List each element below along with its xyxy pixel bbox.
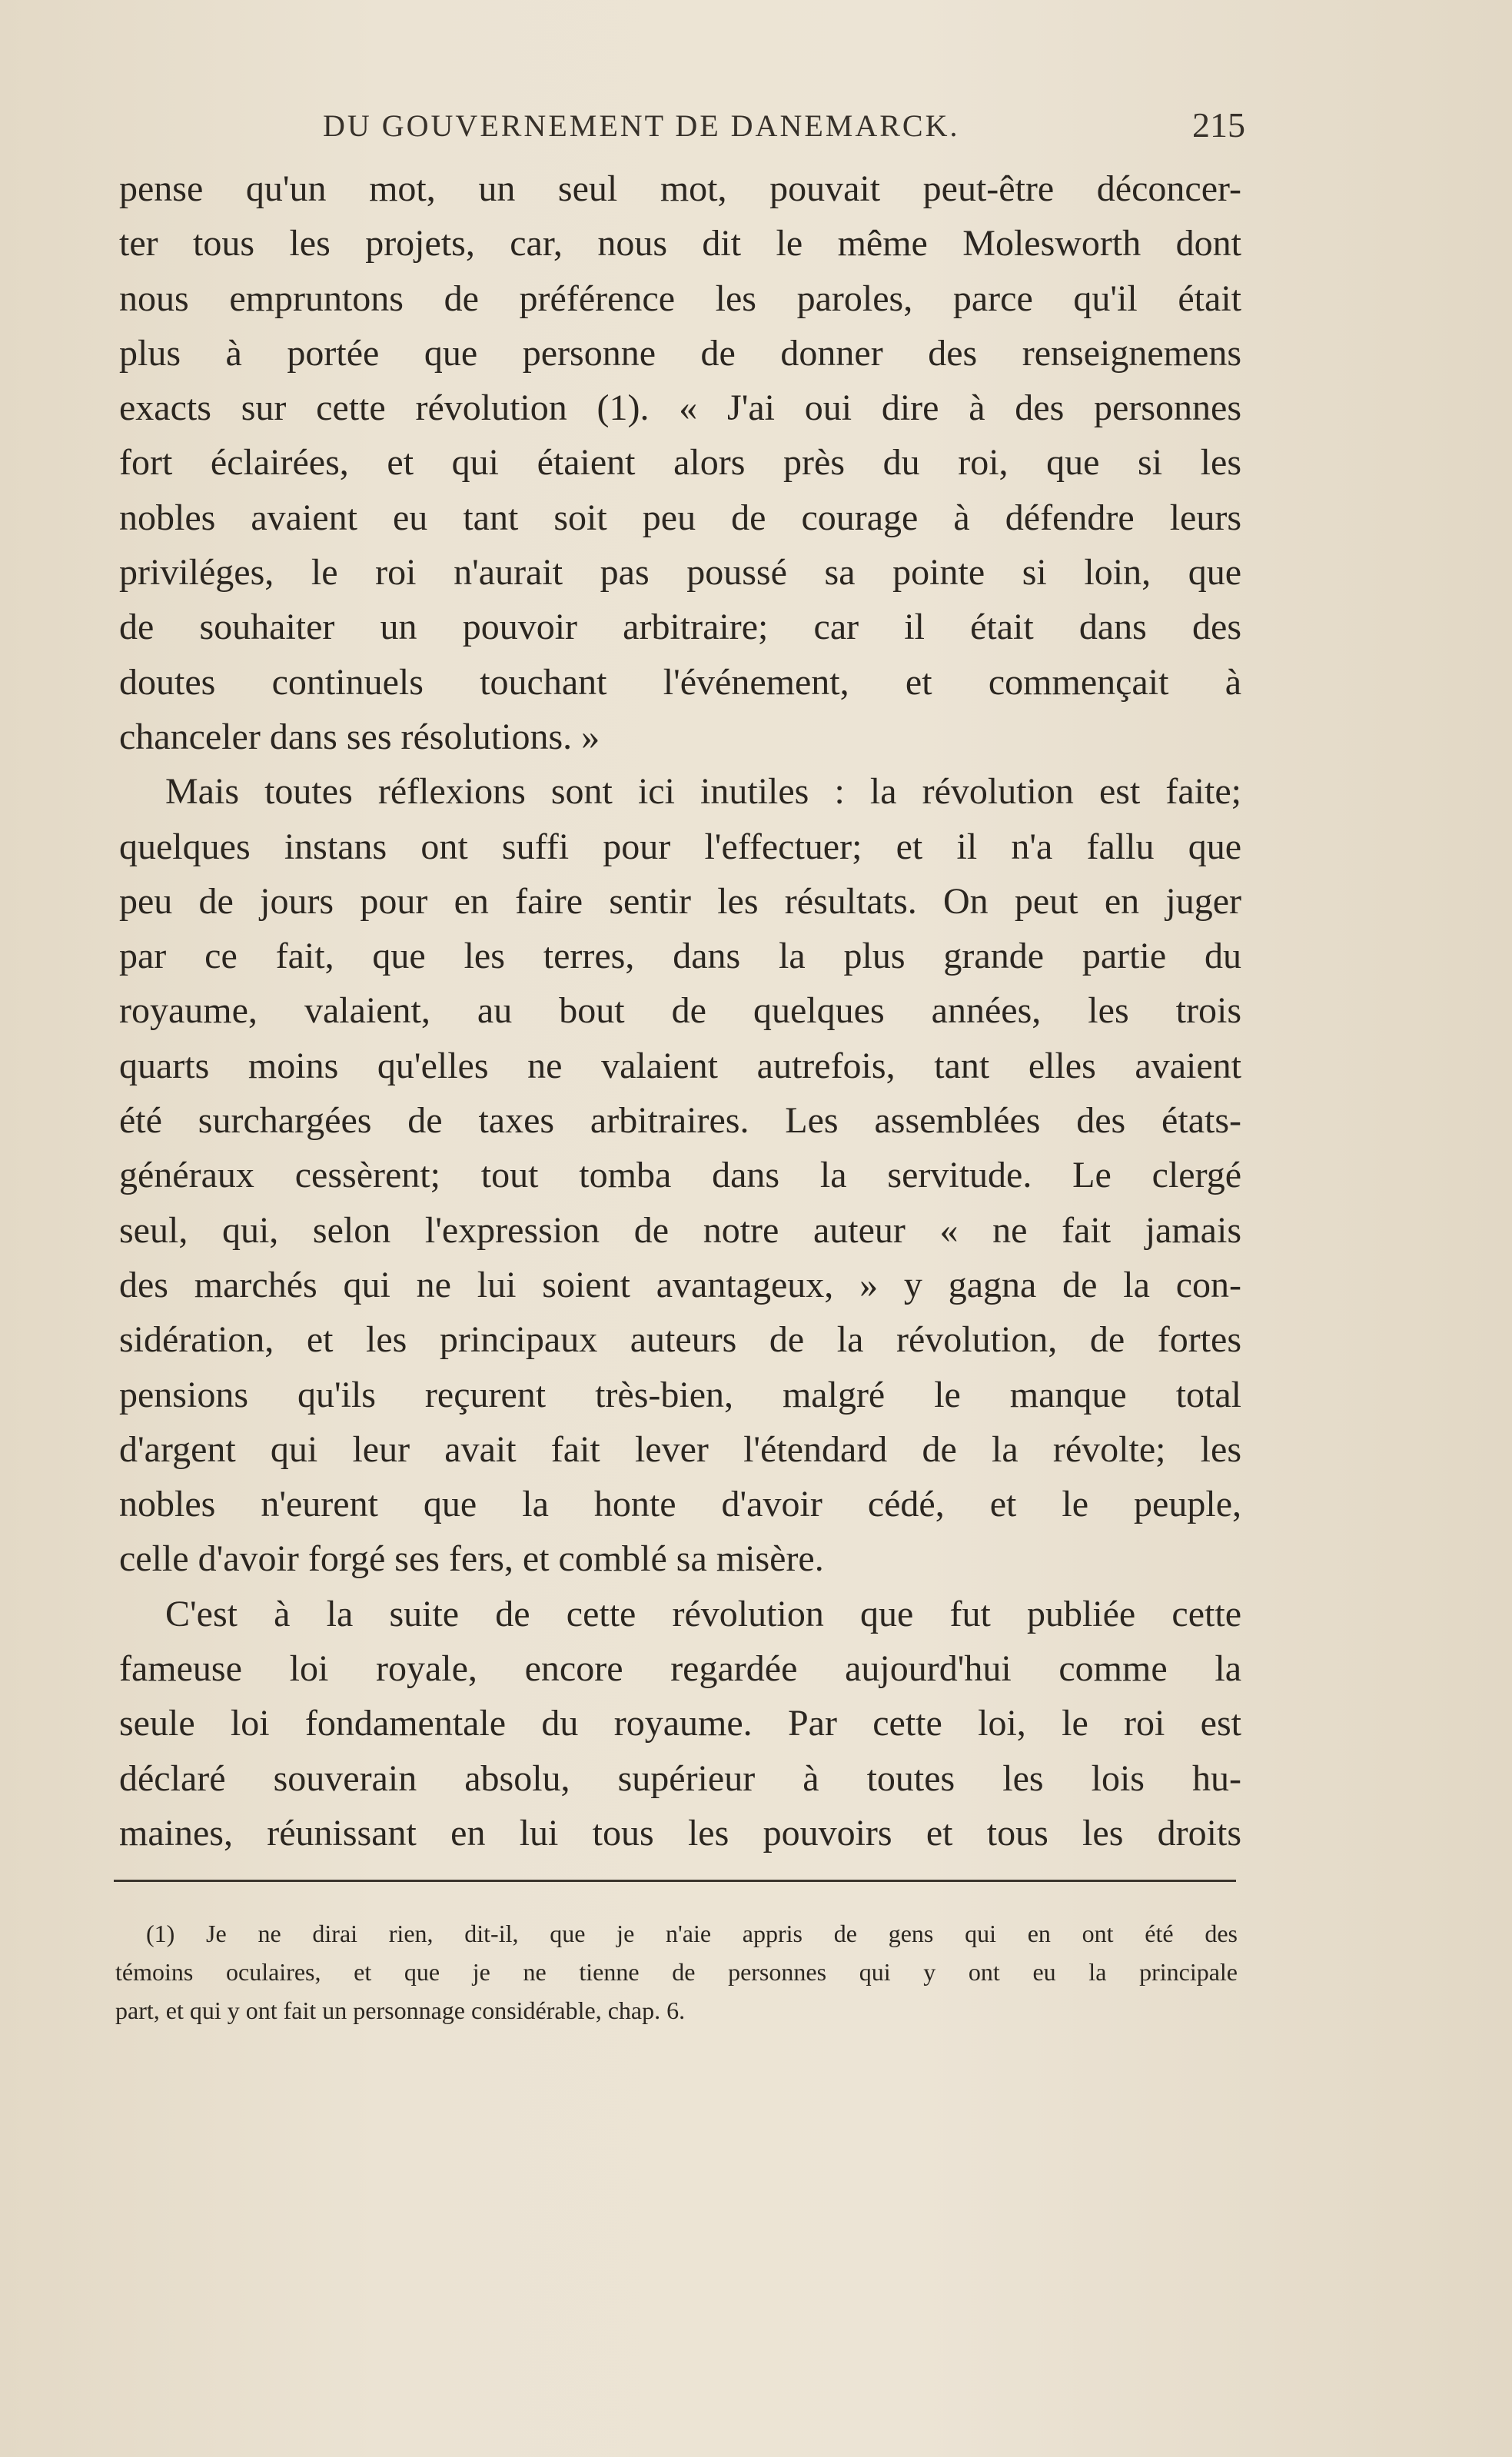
footnote (115, 1914, 1238, 2030)
text-line: pensions qu'ils reçurent très-bien, malgré le manque total (119, 1374, 1241, 1415)
text-line: d'argent qui leur avait fait lever l'étendard de la révolte; les (119, 1428, 1241, 1470)
text-line: de souhaiter un pouvoir arbitraire; car il était dans des (119, 607, 1241, 648)
running-head: DU GOUVERNEMENT DE DANEMARCK. (323, 108, 960, 143)
text-line: déclaré souverain absolu, supérieur à toutes les lois hu- (119, 1757, 1241, 1799)
text-line: seul, qui, selon l'expression de notre auteur « ne fait jamais (119, 1209, 1241, 1251)
text-line: nobles n'eurent que la honte d'avoir cédé, et le peuple, (119, 1484, 1241, 1525)
text-line: celle d'avoir forgé ses fers, et comblé sa misère. (119, 1538, 824, 1580)
page-header (115, 105, 1268, 154)
text-line: par ce fait, que les terres, dans la plus grande partie du (119, 936, 1241, 977)
footnote-line: témoins oculaires, et que je ne tienne de personnes qui y ont eu la principale (115, 1958, 1238, 1986)
text-line: doutes continuels touchant l'événement, et commençait à (119, 661, 1241, 703)
text-line: généraux cessèrent; tout tomba dans la servitude. Le clergé (119, 1155, 1241, 1196)
text-line: quarts moins qu'elles ne valaient autrefois, tant elles avaient (119, 1045, 1241, 1086)
text-line: maines, réunissant en lui tous les pouvoirs et tous les droits (119, 1812, 1241, 1854)
text-line: nous empruntons de préférence les paroles, parce qu'il était (119, 278, 1241, 319)
text-line: fort éclairées, et qui étaient alors près du roi, que si les (119, 442, 1241, 484)
footnote-line: part, et qui y ont fait un personnage considérable, chap. 6. (115, 1997, 686, 2024)
text-line: exacts sur cette révolution (1). « J'ai oui dire à des personnes (119, 387, 1241, 429)
text-line: seule loi fondamentale du royaume. Par cette loi, le roi est (119, 1703, 1241, 1744)
text-line: quelques instans ont suffi pour l'effectuer; et il n'a fallu que (119, 826, 1241, 867)
text-line: nobles avaient eu tant soit peu de courage à défendre leurs (119, 497, 1241, 538)
text-line: plus à portée que personne de donner des renseignemens (119, 332, 1241, 374)
text-line: pense qu'un mot, un seul mot, pouvait peut-être déconcer- (119, 168, 1241, 209)
footnote-rule (114, 1880, 1236, 1882)
page-number: 215 (1192, 105, 1245, 145)
text-line: sidération, et les principaux auteurs de la révolution, de fortes (119, 1319, 1241, 1361)
text-line: ter tous les projets, car, nous dit le même Molesworth dont (119, 223, 1241, 264)
text-line: priviléges, le roi n'aurait pas poussé sa pointe si loin, que (119, 552, 1241, 593)
text-line: C'est à la suite de cette révolution que fut publiée cette (165, 1593, 1241, 1634)
body-text (119, 161, 1241, 1860)
text-line: fameuse loi royale, encore regardée aujourd'hui comme la (119, 1648, 1241, 1690)
text-line: Mais toutes réflexions sont ici inutiles : la révolution est faite; (165, 771, 1241, 813)
footnote-line: (1) Je ne dirai rien, dit-il, que je n'aie appris de gens qui en ont été des (146, 1920, 1238, 1947)
text-line: peu de jours pour en faire sentir les résultats. On peut en juger (119, 880, 1241, 922)
text-line: des marchés qui ne lui soient avantageux, » y gagna de la con- (119, 1264, 1241, 1305)
text-line: chanceler dans ses résolutions. » (119, 716, 600, 757)
text-line: royaume, valaient, au bout de quelques années, les trois (119, 990, 1241, 1032)
text-line: été surchargées de taxes arbitraires. Les assemblées des états- (119, 1100, 1241, 1142)
